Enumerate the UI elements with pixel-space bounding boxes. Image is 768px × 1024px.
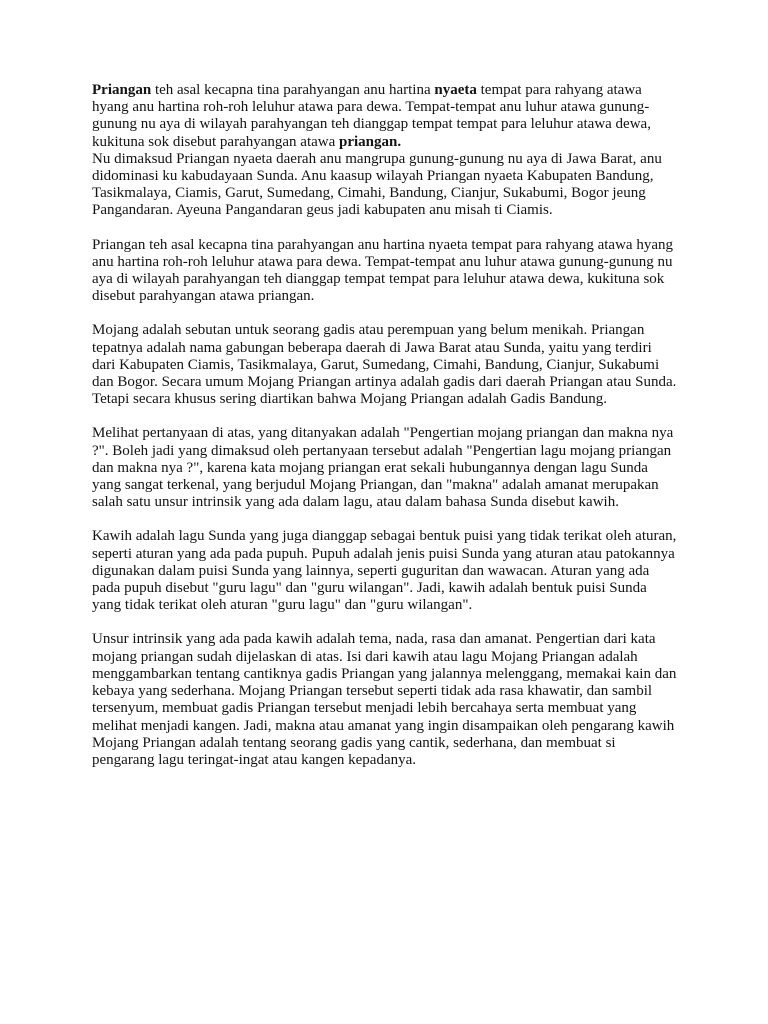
paragraph-question-analysis: Melihat pertanyaan di atas, yang ditanyakan adalah "Pengertian mojang priangan dan makna nya ?". Boleh jadi yang dimaksud oleh pertanyaan tersebut adalah "Pengertian lagu mojang priangan dan makna nya ?", karena kata mojang priangan erat sekali hubungannya dengan lagu Sunda yang sangat terkenal, yang berjudul Mojang Priangan, dan "makna" adalah amanat merupakan salah satu unsur intrinsik yang ada dalam lagu, atau dalam bahasa Sunda disebut kawih. <box>92 425 674 511</box>
bold-word-nyaeta: nyaeta <box>434 82 477 98</box>
document-text-block <box>92 82 677 786</box>
paragraph-intrinsic-elements: Unsur intrinsik yang ada pada kawih adalah tema, nada, rasa dan amanat. Pengertian dari kata mojang priangan sudah dijelaskan di atas. Isi dari kawih atau lagu Mojang Priangan adalah menggambarkan tentang cantiknya gadis Priangan yang jalannya melenggang, memakai kain dan kebaya yang sederhana. Mojang Priangan tersebut seperti tidak ada rasa khawatir, dan sambil tersenyum, membuat gadis Priangan tersebut menjadi lebih bercahaya serta membuat yang melihat menjadi kangen. Jadi, makna atau amanat yang ingin disampaikan oleh pengarang kawih Mojang Priangan adalah tentang seorang gadis yang cantik, sederhana, dan membuat si pengarang lagu teringat-ingat atau kangen kepadanya. <box>92 631 677 768</box>
paragraph-priangan-etymology <box>92 82 677 151</box>
paragraph-priangan-region: Nu dimaksud Priangan nyaeta daerah anu mangrupa gunung-gunung nu aya di Jawa Barat, anu didominasi ku kabudayaan Sunda. Anu kaasup wilayah Priangan nyaeta Kabupaten Bandung, Tasikmalaya, Ciamis, Garut, Sumedang, Cimahi, Bandung, Cianjur, Sukabumi, Bogor jeung Pangandaran. Ayeuna Pangandaran geus jadi kabupaten anu misah ti Ciamis. <box>92 150 662 219</box>
paragraph-kawih-definition: Kawih adalah lagu Sunda yang juga dianggap sebagai bentuk puisi yang tidak terikat oleh aturan, seperti aturan yang ada pada pupuh. Pupuh adalah jenis puisi Sunda yang aturan atau patokannya digunakan dalam puisi Sunda yang lainnya, seperti guguritan dan wawacan. Aturan yang ada pada pupuh disebut "guru lagu" dan "guru wilangan". Jadi, kawih adalah bentuk puisi Sunda yang tidak terikat oleh aturan "guru lagu" dan "guru wilangan". <box>92 528 677 614</box>
text-run: tempat para rahyang atawa hyang anu hartina roh-roh leluhur atawa para dewa. Tempat-tempat anu luhur atawa gunung-gunung nu aya di wilayah parahyangan teh dianggap tempat tempat para leluhur atawa dewa, kukituna sok disebut parahyangan atawa <box>92 82 651 150</box>
paragraph-priangan-etymology-repeat: Priangan teh asal kecapna tina parahyangan anu hartina nyaeta tempat para rahyang atawa hyang anu hartina roh-roh leluhur atawa para dewa. Tempat-tempat anu luhur atawa gunung-gunung nu aya di wilayah parahyangan teh dianggap tempat tempat para leluhur atawa dewa, kukituna sok disebut parahyangan atawa priangan. <box>92 236 673 305</box>
text-run: teh asal kecapna tina parahyangan anu hartina <box>151 82 435 98</box>
paragraph-mojang-definition: Mojang adalah sebutan untuk seorang gadis atau perempuan yang belum menikah. Priangan tepatnya adalah nama gabungan beberapa daerah di Jawa Barat atau Sunda, yaitu yang terdiri dari Kabupaten Ciamis, Tasikmalaya, Garut, Sumedang, Cimahi, Bandung, Cianjur, Sukabumi dan Bogor. Secara umum Mojang Priangan artinya adalah gadis dari daerah Priangan atau Sunda. Tetapi secara khusus sering diartikan bahwa Mojang Priangan adalah Gadis Bandung. <box>92 322 677 408</box>
bold-word-priangan: Priangan <box>92 82 152 98</box>
bold-word-priangan-2: priangan. <box>339 133 402 150</box>
